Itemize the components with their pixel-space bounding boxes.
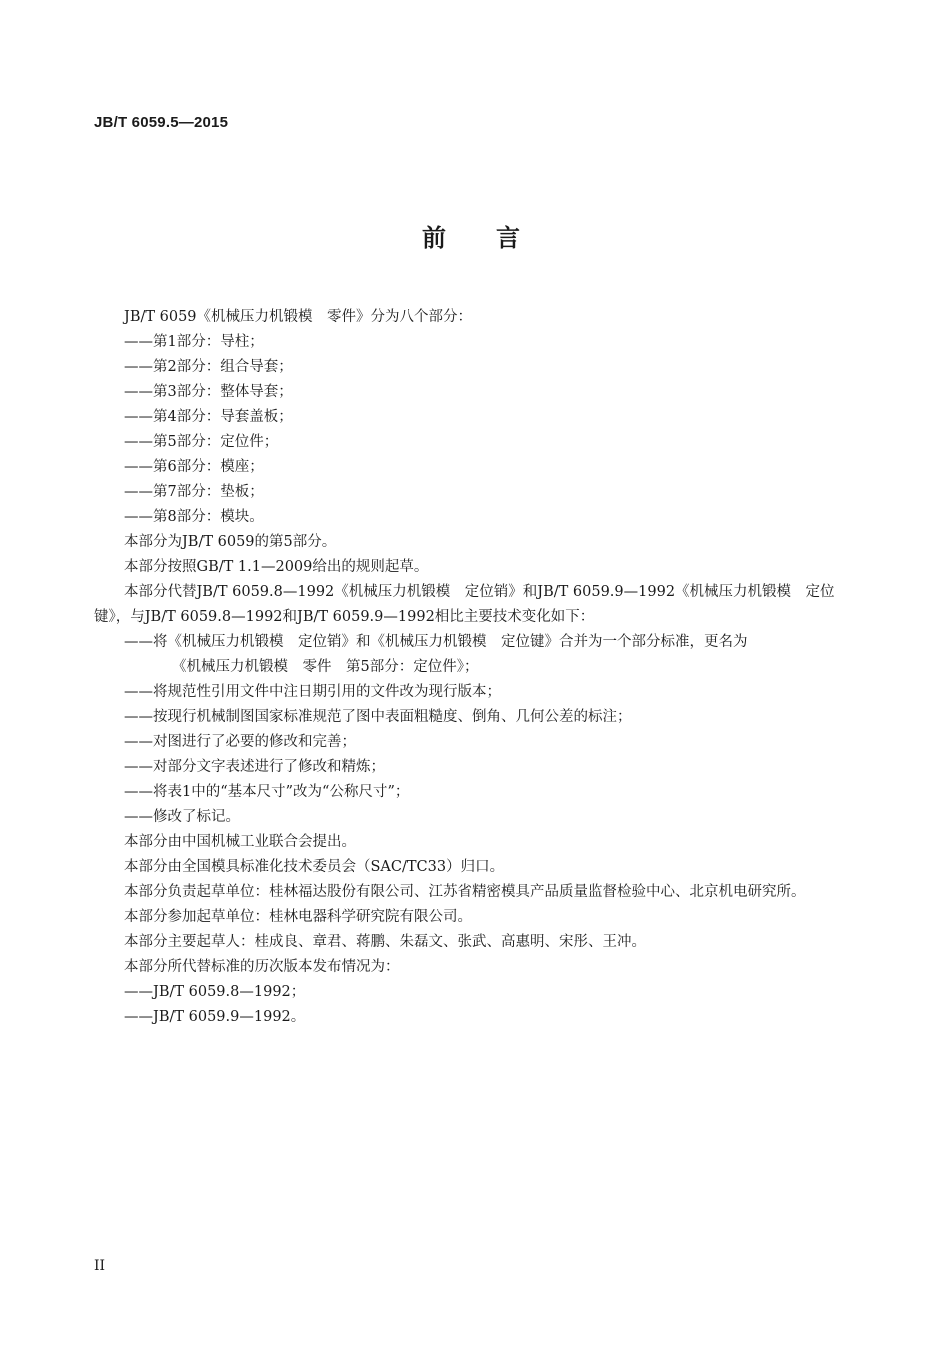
title-part-2: 言 [496,224,528,252]
title-part-1: 前 [422,224,454,252]
paragraph: 本部分为JB/T 6059的第5部分。 [124,534,337,550]
paragraph: 本部分按照GB/T 1.1—2009给出的规则起草。 [124,559,429,575]
paragraph: JB/T 6059《机械压力机锻模 零件》分为八个部分： [124,309,473,325]
page-title [0,218,950,253]
list-item: ——JB/T 6059.8—1992； [124,984,306,1000]
paragraph: 本部分所代替标准的历次版本发布情况为： [124,959,400,975]
list-item-continuation: 《机械压力机锻模 零件 第5部分：定位件》； [172,659,479,675]
list-item: ——JB/T 6059.9—1992。 [124,1009,306,1025]
foreword-body [94,305,846,1030]
list-item: ——第6部分：模座； [124,459,264,475]
paragraph: 本部分负责起草单位：桂林福达股份有限公司、江苏省精密模具产品质量监督检验中心、北京机电研究所。 [124,884,806,900]
list-item: ——第4部分：导套盖板； [124,409,293,425]
page-number: II [94,1258,106,1274]
list-item: ——将《机械压力机锻模 定位销》和《机械压力机锻模 定位键》合并为一个部分标准，更名为 [124,634,748,650]
list-item: ——按现行机械制图国家标准规范了图中表面粗糙度、倒角、几何公差的标注； [124,709,632,725]
list-item: ——将规范性引用文件中注日期引用的文件改为现行版本； [124,684,501,700]
list-item: ——第2部分：组合导套； [124,359,293,375]
list-item: ——将表1中的“基本尺寸”改为“公称尺寸”； [124,784,410,800]
paragraph: 本部分参加起草单位：桂林电器科学研究院有限公司。 [124,909,472,925]
list-item: ——第3部分：整体导套； [124,384,293,400]
paragraph: 本部分代替JB/T 6059.8—1992《机械压力机锻模 定位销》和JB/T 6059.9—1992《机械压力机锻模 定位键》，与JB/T 6059.8—1992和JB/T 6059.9—1992相比主要技术变化如下： [94,584,835,625]
document-id: JB/T 6059.5—2015 [94,114,229,131]
paragraph: 本部分由全国模具标准化技术委员会（SAC/TC33）归口。 [124,859,505,875]
paragraph: 本部分由中国机械工业联合会提出。 [124,834,356,850]
list-item: ——第7部分：垫板； [124,484,264,500]
list-item: ——第1部分：导柱； [124,334,264,350]
list-item: ——第5部分：定位件； [124,434,279,450]
list-item: ——对部分文字表述进行了修改和精炼； [124,759,385,775]
list-item: ——对图进行了必要的修改和完善； [124,734,356,750]
paragraph: 本部分主要起草人：桂成良、章君、蒋鹏、朱磊文、张武、高惠明、宋彤、王冲。 [124,934,646,950]
list-item: ——修改了标记。 [124,809,240,825]
list-item: ——第8部分：模块。 [124,509,264,525]
